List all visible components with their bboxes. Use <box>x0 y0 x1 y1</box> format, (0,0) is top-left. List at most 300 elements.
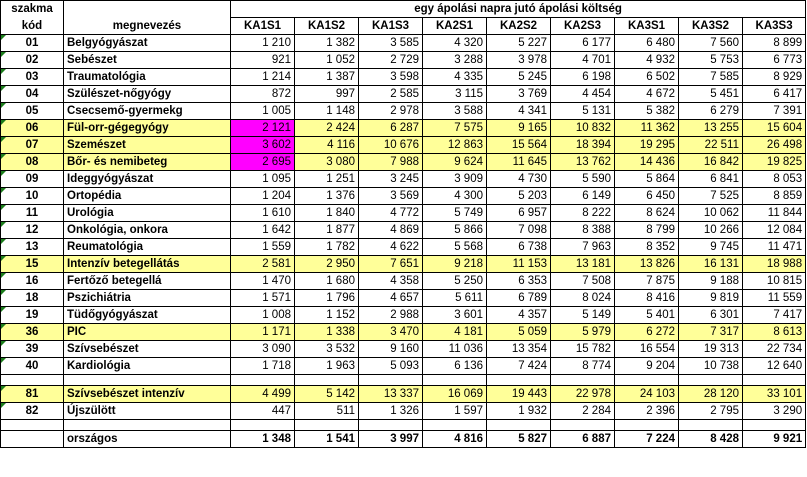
value-cell-ka1s2: 2 424 <box>295 120 359 137</box>
value-cell-ka2s1: 4 181 <box>423 324 487 341</box>
code-header: szakma <box>1 1 64 18</box>
value-cell-ka3s3: 33 101 <box>743 386 806 403</box>
value-cell-ka1s2: 1 052 <box>295 52 359 69</box>
empty-cell <box>487 375 551 386</box>
value-cell-ka1s2: 5 142 <box>295 386 359 403</box>
value-cell-ka1s1: 1 559 <box>231 239 295 256</box>
value-cell-ka1s1: 1 005 <box>231 103 295 120</box>
value-cell-ka1s2: 1 782 <box>295 239 359 256</box>
value-cell-ka3s3: 11 559 <box>743 290 806 307</box>
value-cell-ka1s1: 1 214 <box>231 69 295 86</box>
value-cell-ka1s3: 4 622 <box>359 239 423 256</box>
value-cell-ka3s1: 8 624 <box>615 205 679 222</box>
table-row <box>1 386 806 403</box>
table-row <box>1 239 806 256</box>
row-name: Urológia <box>64 205 231 222</box>
row-code: 04 <box>1 86 64 103</box>
column-header-ka3s3: KA3S3 <box>743 18 806 35</box>
value-cell-ka1s2: 1 963 <box>295 358 359 375</box>
empty-cell <box>551 420 615 431</box>
value-cell-ka1s2: 1 877 <box>295 222 359 239</box>
row-name: Szemészet <box>64 137 231 154</box>
empty-cell <box>551 375 615 386</box>
name-header-top <box>64 1 231 18</box>
value-cell-ka3s1: 6 480 <box>615 35 679 52</box>
value-cell-ka1s3: 5 093 <box>359 358 423 375</box>
value-cell-ka1s3: 6 287 <box>359 120 423 137</box>
row-code: 39 <box>1 341 64 358</box>
empty-cell <box>743 375 806 386</box>
row-name: országos <box>64 431 231 448</box>
value-cell-ka1s1: 4 499 <box>231 386 295 403</box>
value-cell-ka2s2: 7 098 <box>487 222 551 239</box>
table-row <box>1 403 806 420</box>
value-cell-ka2s1: 5 250 <box>423 273 487 290</box>
row-code: 16 <box>1 273 64 290</box>
row-code: 06 <box>1 120 64 137</box>
row-name: Onkológia, onkora <box>64 222 231 239</box>
row-name: Ortopédia <box>64 188 231 205</box>
value-cell-ka1s3: 3 585 <box>359 35 423 52</box>
table-row <box>1 273 806 290</box>
table-row <box>1 171 806 188</box>
value-cell-ka3s2: 19 313 <box>679 341 743 358</box>
table-row <box>1 103 806 120</box>
column-header-ka1s2: KA1S2 <box>295 18 359 35</box>
value-cell-ka2s1: 3 601 <box>423 307 487 324</box>
value-cell-ka1s3: 7 988 <box>359 154 423 171</box>
value-cell-ka2s2: 5 827 <box>487 431 551 448</box>
value-cell-ka2s2: 9 165 <box>487 120 551 137</box>
value-cell-ka3s1: 19 295 <box>615 137 679 154</box>
value-cell-ka1s1: 1 095 <box>231 171 295 188</box>
empty-cell <box>295 375 359 386</box>
value-cell-ka1s1: 3 090 <box>231 341 295 358</box>
value-cell-ka3s2: 2 795 <box>679 403 743 420</box>
value-cell-ka3s2: 9 188 <box>679 273 743 290</box>
value-cell-ka3s3: 9 921 <box>743 431 806 448</box>
table-row <box>1 358 806 375</box>
value-cell-ka1s2: 1 382 <box>295 35 359 52</box>
value-cell-ka2s2: 3 769 <box>487 86 551 103</box>
value-cell-ka3s2: 28 120 <box>679 386 743 403</box>
value-cell-ka1s1: 1 470 <box>231 273 295 290</box>
value-cell-ka2s2: 6 789 <box>487 290 551 307</box>
value-cell-ka3s3: 8 899 <box>743 35 806 52</box>
value-cell-ka2s1: 3 288 <box>423 52 487 69</box>
value-cell-ka3s2: 7 317 <box>679 324 743 341</box>
value-cell-ka3s1: 7 224 <box>615 431 679 448</box>
table-row <box>1 256 806 273</box>
value-cell-ka2s3: 15 782 <box>551 341 615 358</box>
value-cell-ka1s3: 4 772 <box>359 205 423 222</box>
value-cell-ka3s1: 5 401 <box>615 307 679 324</box>
row-name: Csecsemő-gyermekg <box>64 103 231 120</box>
row-code: 01 <box>1 35 64 52</box>
value-cell-ka1s1: 1 571 <box>231 290 295 307</box>
row-name: Belgyógyászat <box>64 35 231 52</box>
row-code: 82 <box>1 403 64 420</box>
row-code: 12 <box>1 222 64 239</box>
row-code: 09 <box>1 171 64 188</box>
row-name: Reumatológia <box>64 239 231 256</box>
table-row <box>1 137 806 154</box>
table-row <box>1 154 806 171</box>
value-cell-ka1s3: 3 470 <box>359 324 423 341</box>
value-cell-ka2s3: 8 774 <box>551 358 615 375</box>
value-cell-ka2s3: 5 590 <box>551 171 615 188</box>
value-cell-ka2s3: 6 149 <box>551 188 615 205</box>
value-cell-ka2s2: 5 245 <box>487 69 551 86</box>
value-cell-ka3s1: 16 554 <box>615 341 679 358</box>
value-cell-ka1s2: 1 148 <box>295 103 359 120</box>
value-cell-ka2s1: 16 069 <box>423 386 487 403</box>
spacer-row <box>1 420 806 431</box>
value-cell-ka1s1: 2 121 <box>231 120 295 137</box>
table-row <box>1 307 806 324</box>
empty-cell <box>423 375 487 386</box>
value-cell-ka3s3: 15 604 <box>743 120 806 137</box>
value-cell-ka1s2: 1 387 <box>295 69 359 86</box>
empty-cell <box>487 420 551 431</box>
value-cell-ka2s2: 15 564 <box>487 137 551 154</box>
column-header-ka3s2: KA3S2 <box>679 18 743 35</box>
value-cell-ka2s2: 13 354 <box>487 341 551 358</box>
value-cell-ka1s3: 3 245 <box>359 171 423 188</box>
value-cell-ka3s2: 9 819 <box>679 290 743 307</box>
row-name: Bőr- és nemibeteg <box>64 154 231 171</box>
value-cell-ka3s2: 22 511 <box>679 137 743 154</box>
value-cell-ka2s3: 2 284 <box>551 403 615 420</box>
value-cell-ka1s2: 997 <box>295 86 359 103</box>
value-cell-ka3s1: 4 672 <box>615 86 679 103</box>
value-cell-ka3s2: 16 842 <box>679 154 743 171</box>
row-code: 07 <box>1 137 64 154</box>
value-cell-ka2s3: 5 979 <box>551 324 615 341</box>
row-name: Intenzív betegellátás <box>64 256 231 273</box>
row-code: 40 <box>1 358 64 375</box>
row-code: 36 <box>1 324 64 341</box>
value-cell-ka3s1: 8 799 <box>615 222 679 239</box>
value-cell-ka3s2: 10 062 <box>679 205 743 222</box>
value-cell-ka2s3: 22 978 <box>551 386 615 403</box>
value-cell-ka2s3: 18 394 <box>551 137 615 154</box>
row-name: Szívsebészet <box>64 341 231 358</box>
value-cell-ka2s2: 11 153 <box>487 256 551 273</box>
row-code: 02 <box>1 52 64 69</box>
value-cell-ka2s3: 4 701 <box>551 52 615 69</box>
value-cell-ka3s3: 12 084 <box>743 222 806 239</box>
value-cell-ka3s2: 6 279 <box>679 103 743 120</box>
value-cell-ka2s1: 3 909 <box>423 171 487 188</box>
value-cell-ka3s2: 5 451 <box>679 86 743 103</box>
row-code: 18 <box>1 290 64 307</box>
value-cell-ka2s3: 6 177 <box>551 35 615 52</box>
value-cell-ka2s2: 19 443 <box>487 386 551 403</box>
value-cell-ka2s3: 4 454 <box>551 86 615 103</box>
value-cell-ka2s3: 6 198 <box>551 69 615 86</box>
super-header: egy ápolási napra jutó ápolási költség <box>231 1 806 18</box>
column-header-ka2s2: KA2S2 <box>487 18 551 35</box>
value-cell-ka2s2: 4 357 <box>487 307 551 324</box>
value-cell-ka3s1: 8 352 <box>615 239 679 256</box>
empty-cell <box>231 420 295 431</box>
row-code: 10 <box>1 188 64 205</box>
value-cell-ka1s1: 1 610 <box>231 205 295 222</box>
value-cell-ka1s2: 1 840 <box>295 205 359 222</box>
value-cell-ka3s3: 7 417 <box>743 307 806 324</box>
value-cell-ka1s3: 2 585 <box>359 86 423 103</box>
value-cell-ka2s1: 1 597 <box>423 403 487 420</box>
value-cell-ka3s3: 11 471 <box>743 239 806 256</box>
column-header-ka1s3: KA1S3 <box>359 18 423 35</box>
column-header-ka2s1: KA2S1 <box>423 18 487 35</box>
value-cell-ka3s3: 11 844 <box>743 205 806 222</box>
value-cell-ka3s3: 10 815 <box>743 273 806 290</box>
row-code: 11 <box>1 205 64 222</box>
row-code: 13 <box>1 239 64 256</box>
row-name: Szívsebészet intenzív <box>64 386 231 403</box>
value-cell-ka3s2: 6 841 <box>679 171 743 188</box>
value-cell-ka2s3: 7 963 <box>551 239 615 256</box>
value-cell-ka2s1: 9 218 <box>423 256 487 273</box>
table-row <box>1 86 806 103</box>
empty-cell <box>64 375 231 386</box>
empty-cell <box>615 375 679 386</box>
value-cell-ka2s1: 9 624 <box>423 154 487 171</box>
table-row <box>1 35 806 52</box>
value-cell-ka1s2: 511 <box>295 403 359 420</box>
row-name: Kardiológia <box>64 358 231 375</box>
value-cell-ka1s3: 9 160 <box>359 341 423 358</box>
value-cell-ka3s1: 4 932 <box>615 52 679 69</box>
value-cell-ka3s1: 8 416 <box>615 290 679 307</box>
value-cell-ka1s1: 921 <box>231 52 295 69</box>
row-name: Újszülött <box>64 403 231 420</box>
value-cell-ka1s1: 447 <box>231 403 295 420</box>
row-code: 15 <box>1 256 64 273</box>
value-cell-ka1s2: 1 796 <box>295 290 359 307</box>
total-row <box>1 431 806 448</box>
value-cell-ka1s2: 1 251 <box>295 171 359 188</box>
empty-cell <box>295 420 359 431</box>
value-cell-ka1s1: 1 642 <box>231 222 295 239</box>
value-cell-ka2s2: 3 978 <box>487 52 551 69</box>
value-cell-ka2s1: 7 575 <box>423 120 487 137</box>
value-cell-ka2s3: 8 388 <box>551 222 615 239</box>
value-cell-ka1s2: 4 116 <box>295 137 359 154</box>
table-row <box>1 324 806 341</box>
value-cell-ka1s3: 2 978 <box>359 103 423 120</box>
value-cell-ka1s2: 1 376 <box>295 188 359 205</box>
value-cell-ka2s2: 4 341 <box>487 103 551 120</box>
value-cell-ka3s1: 6 272 <box>615 324 679 341</box>
value-cell-ka3s1: 7 875 <box>615 273 679 290</box>
column-header-ka2s3: KA2S3 <box>551 18 615 35</box>
row-name: Fül-orr-gégegyógy <box>64 120 231 137</box>
value-cell-ka2s2: 11 645 <box>487 154 551 171</box>
value-cell-ka3s1: 6 502 <box>615 69 679 86</box>
value-cell-ka1s1: 3 602 <box>231 137 295 154</box>
value-cell-ka2s2: 4 730 <box>487 171 551 188</box>
value-cell-ka2s2: 6 738 <box>487 239 551 256</box>
value-cell-ka3s3: 3 290 <box>743 403 806 420</box>
table-row <box>1 188 806 205</box>
table-row <box>1 222 806 239</box>
value-cell-ka2s1: 4 816 <box>423 431 487 448</box>
value-cell-ka1s2: 2 950 <box>295 256 359 273</box>
table-row <box>1 341 806 358</box>
value-cell-ka3s2: 10 738 <box>679 358 743 375</box>
empty-cell <box>359 375 423 386</box>
value-cell-ka2s3: 7 508 <box>551 273 615 290</box>
value-cell-ka3s2: 7 585 <box>679 69 743 86</box>
value-cell-ka2s1: 11 036 <box>423 341 487 358</box>
name-header: megnevezés <box>64 18 231 35</box>
row-code: 81 <box>1 386 64 403</box>
value-cell-ka1s1: 1 008 <box>231 307 295 324</box>
value-cell-ka2s1: 3 588 <box>423 103 487 120</box>
value-cell-ka3s2: 7 560 <box>679 35 743 52</box>
value-cell-ka2s2: 6 353 <box>487 273 551 290</box>
value-cell-ka1s1: 1 171 <box>231 324 295 341</box>
value-cell-ka2s3: 5 131 <box>551 103 615 120</box>
value-cell-ka3s3: 12 640 <box>743 358 806 375</box>
value-cell-ka2s3: 10 832 <box>551 120 615 137</box>
value-cell-ka2s1: 5 866 <box>423 222 487 239</box>
row-name: Tüdőgyógyászat <box>64 307 231 324</box>
value-cell-ka3s3: 6 417 <box>743 86 806 103</box>
value-cell-ka3s2: 6 301 <box>679 307 743 324</box>
value-cell-ka3s3: 19 825 <box>743 154 806 171</box>
empty-cell <box>359 420 423 431</box>
value-cell-ka3s2: 16 131 <box>679 256 743 273</box>
value-cell-ka1s2: 1 338 <box>295 324 359 341</box>
table-row <box>1 120 806 137</box>
value-cell-ka1s1: 2 695 <box>231 154 295 171</box>
value-cell-ka1s3: 3 997 <box>359 431 423 448</box>
row-code: 03 <box>1 69 64 86</box>
value-cell-ka2s2: 5 203 <box>487 188 551 205</box>
value-cell-ka2s1: 5 749 <box>423 205 487 222</box>
value-cell-ka3s3: 6 773 <box>743 52 806 69</box>
empty-cell <box>743 420 806 431</box>
value-cell-ka2s2: 1 932 <box>487 403 551 420</box>
value-cell-ka3s3: 8 613 <box>743 324 806 341</box>
value-cell-ka2s1: 5 611 <box>423 290 487 307</box>
value-cell-ka3s2: 13 255 <box>679 120 743 137</box>
value-cell-ka3s3: 8 053 <box>743 171 806 188</box>
value-cell-ka1s1: 1 210 <box>231 35 295 52</box>
value-cell-ka3s1: 5 864 <box>615 171 679 188</box>
value-cell-ka3s1: 24 103 <box>615 386 679 403</box>
value-cell-ka1s2: 1 541 <box>295 431 359 448</box>
row-name: Ideggyógyászat <box>64 171 231 188</box>
value-cell-ka1s3: 4 358 <box>359 273 423 290</box>
value-cell-ka2s2: 5 227 <box>487 35 551 52</box>
row-name: Fertőző betegellá <box>64 273 231 290</box>
value-cell-ka2s1: 12 863 <box>423 137 487 154</box>
value-cell-ka2s1: 3 115 <box>423 86 487 103</box>
value-cell-ka2s3: 8 222 <box>551 205 615 222</box>
empty-cell <box>1 420 64 431</box>
empty-cell <box>64 420 231 431</box>
value-cell-ka2s3: 8 024 <box>551 290 615 307</box>
value-cell-ka1s1: 1 718 <box>231 358 295 375</box>
value-cell-ka3s1: 9 204 <box>615 358 679 375</box>
value-cell-ka1s2: 1 152 <box>295 307 359 324</box>
value-cell-ka1s3: 2 729 <box>359 52 423 69</box>
value-cell-ka3s3: 18 988 <box>743 256 806 273</box>
value-cell-ka3s2: 10 266 <box>679 222 743 239</box>
value-cell-ka1s2: 3 532 <box>295 341 359 358</box>
value-cell-ka2s3: 6 887 <box>551 431 615 448</box>
value-cell-ka1s3: 3 569 <box>359 188 423 205</box>
value-cell-ka3s1: 13 826 <box>615 256 679 273</box>
code-header-2: kód <box>1 18 64 35</box>
table-row <box>1 205 806 222</box>
row-name: Sebészet <box>64 52 231 69</box>
value-cell-ka1s3: 7 651 <box>359 256 423 273</box>
value-cell-ka1s3: 4 657 <box>359 290 423 307</box>
value-cell-ka1s3: 10 676 <box>359 137 423 154</box>
empty-cell <box>679 375 743 386</box>
value-cell-ka1s3: 13 337 <box>359 386 423 403</box>
value-cell-ka1s1: 1 204 <box>231 188 295 205</box>
value-cell-ka3s1: 2 396 <box>615 403 679 420</box>
row-name: Pszichiátria <box>64 290 231 307</box>
row-name: Szülészet-nőgyógy <box>64 86 231 103</box>
value-cell-ka1s3: 1 326 <box>359 403 423 420</box>
empty-cell <box>679 420 743 431</box>
row-code: 05 <box>1 103 64 120</box>
value-cell-ka3s2: 9 745 <box>679 239 743 256</box>
value-cell-ka3s3: 7 391 <box>743 103 806 120</box>
value-cell-ka3s3: 8 929 <box>743 69 806 86</box>
empty-cell <box>231 375 295 386</box>
value-cell-ka2s1: 6 136 <box>423 358 487 375</box>
empty-cell <box>423 420 487 431</box>
value-cell-ka2s2: 6 957 <box>487 205 551 222</box>
column-header-ka1s1: KA1S1 <box>231 18 295 35</box>
empty-cell <box>1 375 64 386</box>
value-cell-ka2s3: 5 149 <box>551 307 615 324</box>
value-cell-ka3s1: 11 362 <box>615 120 679 137</box>
value-cell-ka2s1: 4 320 <box>423 35 487 52</box>
row-name: PIC <box>64 324 231 341</box>
row-name: Traumatológia <box>64 69 231 86</box>
value-cell-ka3s2: 8 428 <box>679 431 743 448</box>
value-cell-ka1s3: 2 988 <box>359 307 423 324</box>
value-cell-ka2s2: 7 424 <box>487 358 551 375</box>
value-cell-ka3s1: 5 382 <box>615 103 679 120</box>
empty-cell <box>615 420 679 431</box>
table-row <box>1 290 806 307</box>
value-cell-ka3s3: 8 859 <box>743 188 806 205</box>
value-cell-ka1s2: 3 080 <box>295 154 359 171</box>
value-cell-ka3s1: 14 436 <box>615 154 679 171</box>
value-cell-ka3s1: 6 450 <box>615 188 679 205</box>
value-cell-ka3s2: 5 753 <box>679 52 743 69</box>
spacer-row <box>1 375 806 386</box>
row-code: 19 <box>1 307 64 324</box>
value-cell-ka3s2: 7 525 <box>679 188 743 205</box>
table-row <box>1 69 806 86</box>
value-cell-ka1s3: 4 869 <box>359 222 423 239</box>
value-cell-ka2s1: 4 335 <box>423 69 487 86</box>
value-cell-ka1s2: 1 680 <box>295 273 359 290</box>
column-header-ka3s1: KA3S1 <box>615 18 679 35</box>
